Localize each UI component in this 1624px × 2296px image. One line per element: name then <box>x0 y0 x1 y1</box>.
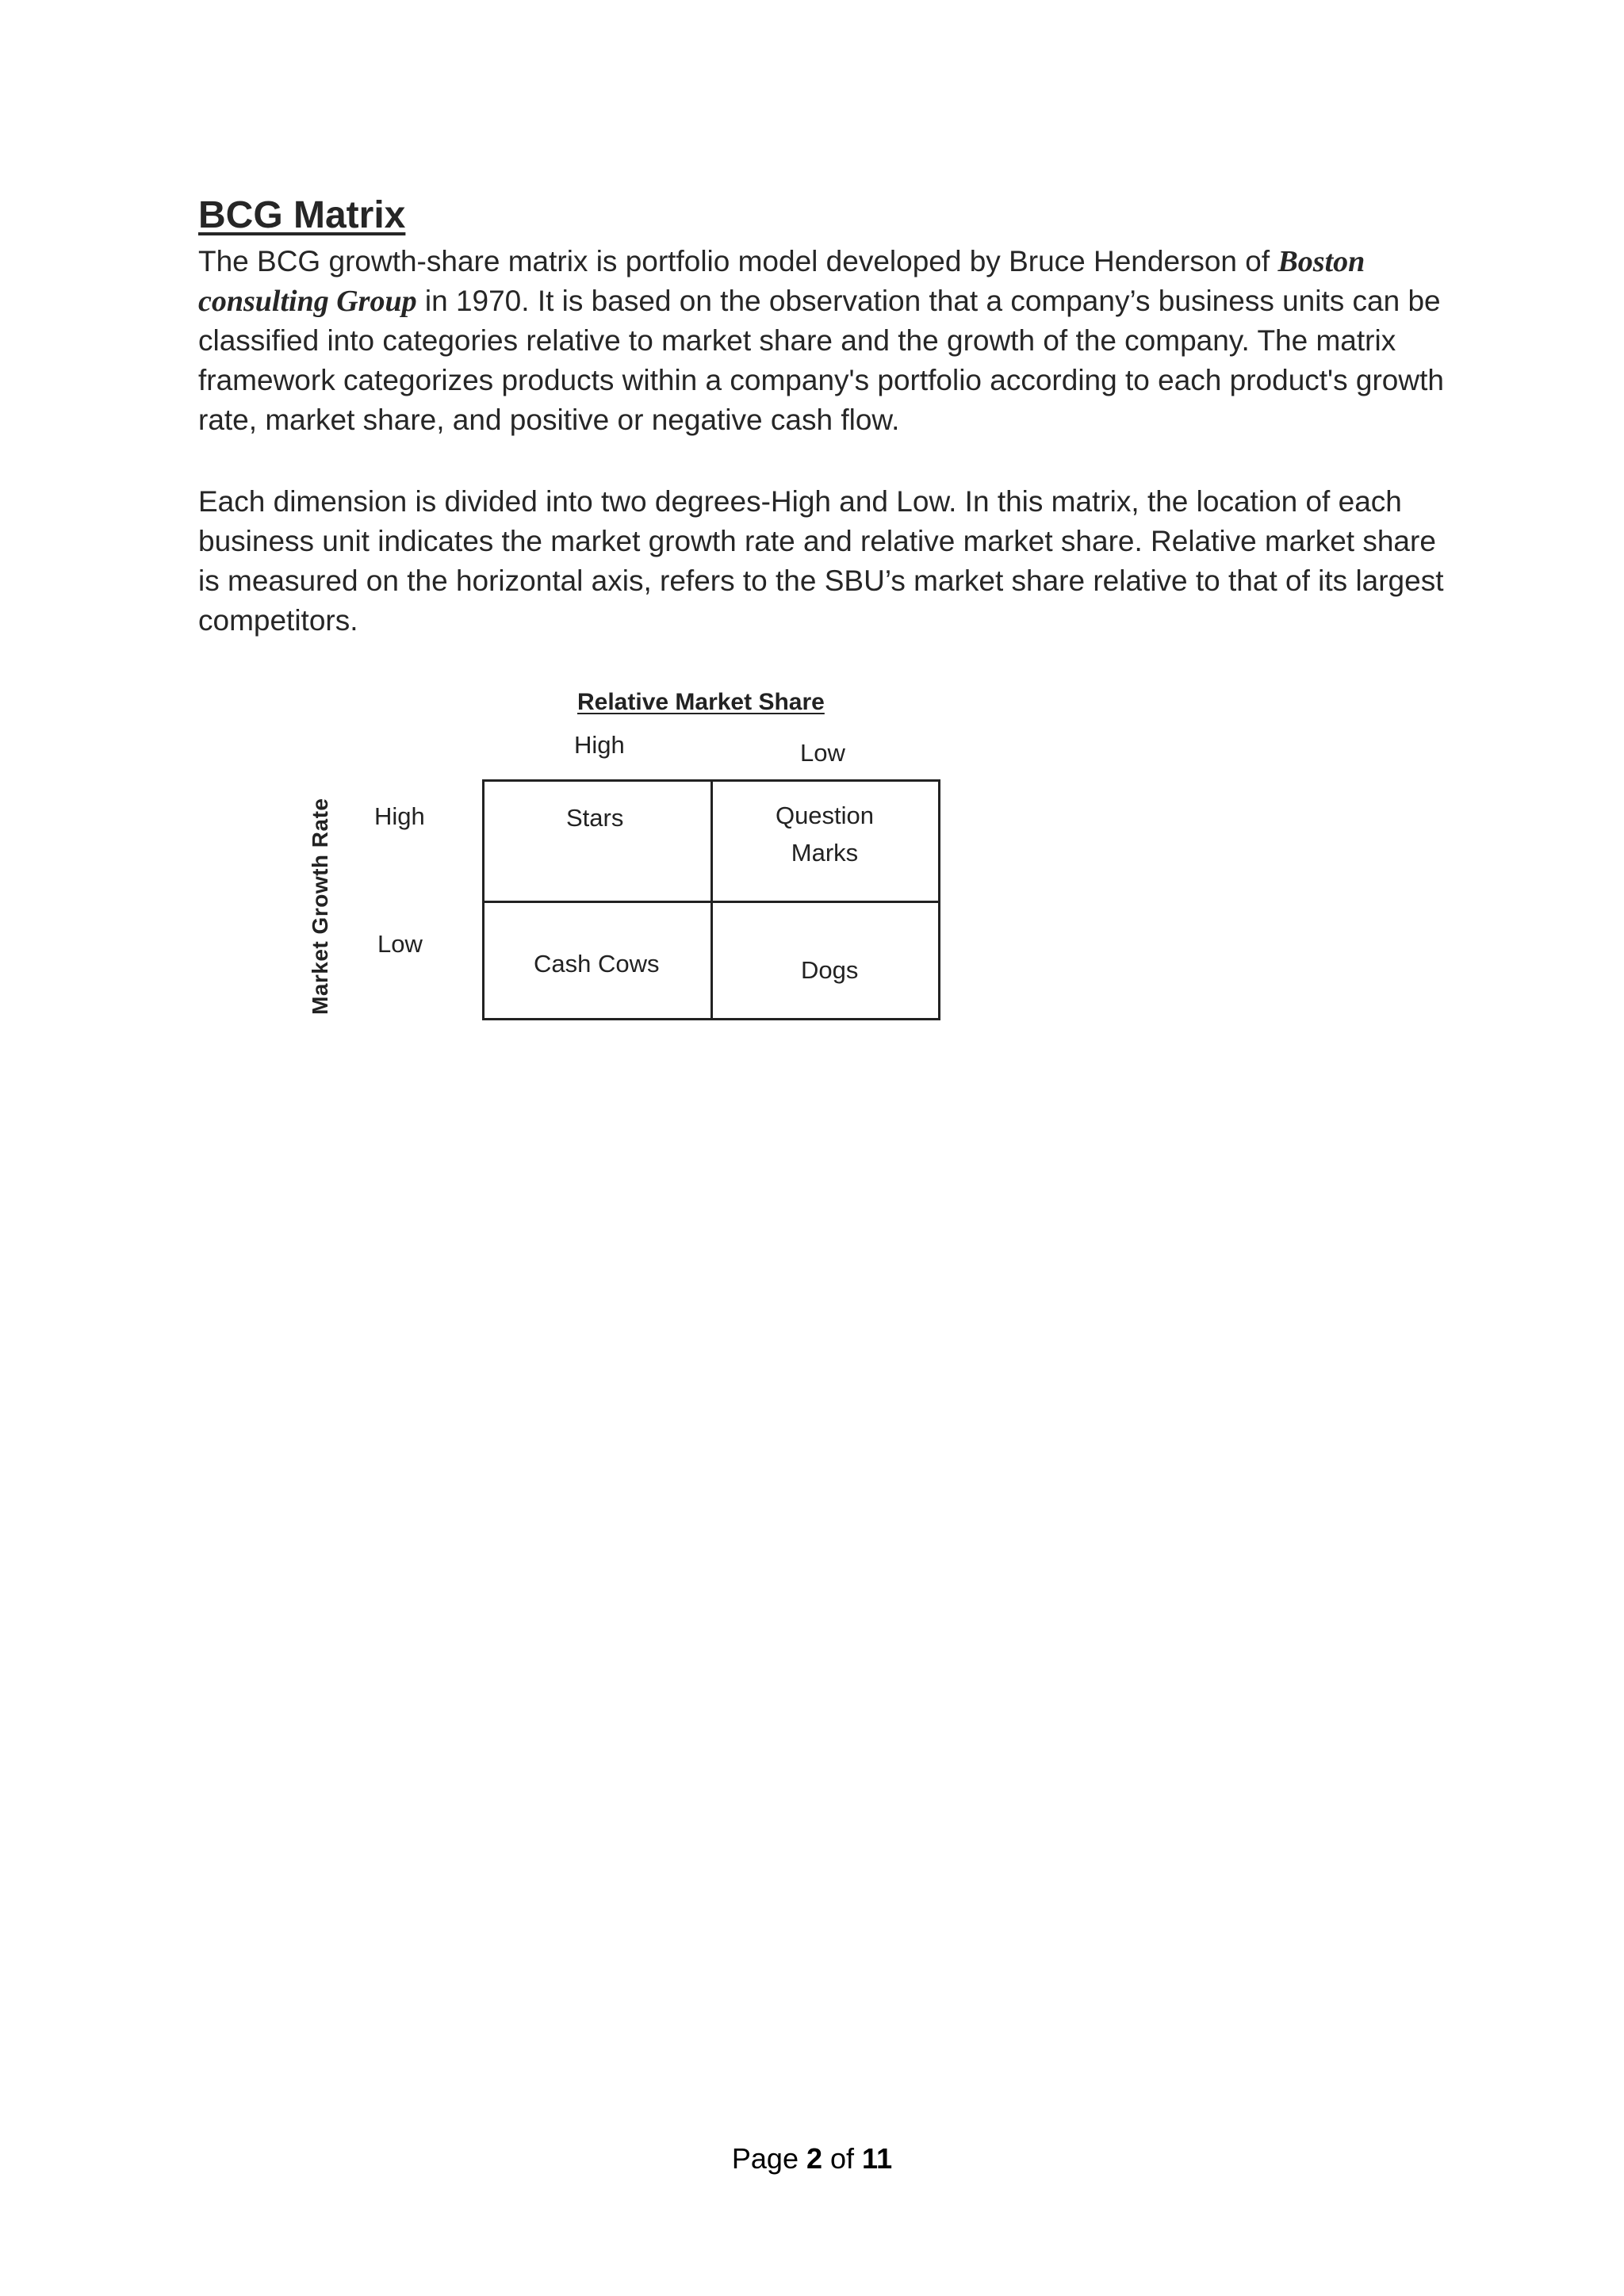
cash-cows-cell-label: Cash Cows <box>534 950 660 978</box>
total-page-count: 11 <box>862 2142 893 2175</box>
y-axis-title: Market Growth Rate <box>308 798 332 1015</box>
x-axis-high-label: High <box>574 731 625 759</box>
footer-prefix: Page <box>731 2142 806 2175</box>
question-marks-line-2: Marks <box>791 839 859 867</box>
dogs-cell-label: Dogs <box>801 956 859 984</box>
matrix-right-border <box>938 779 940 1020</box>
y-axis-low-label: Low <box>377 930 423 958</box>
footer-middle: of <box>822 2142 863 2175</box>
matrix-vertical-divider <box>710 779 713 1020</box>
stars-cell-label: Stars <box>566 804 624 832</box>
y-axis-high-label: High <box>374 802 425 830</box>
intro-text-start: The BCG growth-share matrix is portfolio model developed by Bruce Henderson of <box>198 245 1278 277</box>
page-number-footer <box>0 2142 1624 2175</box>
intro-text-end: in 1970. It is based on the observation that a company’s business units can be classified into categories relative to market share and the growth of the company. The matrix framework categorizes products within a company's portfolio according to each product's growth rate, market share, and positive or negative cash flow. <box>198 285 1444 436</box>
organization-name: Boston consulting Group <box>198 245 1365 318</box>
x-axis-title: Relative Market Share <box>577 689 825 715</box>
dimensions-paragraph: Each dimension is divided into two degrees-High and Low. In this matrix, the location of each business unit indicates the market growth rate and relative market share. Relative market share is measured on the horizontal axis, refers to the SBU’s market share relative to that of its largest competitors. <box>198 485 1444 637</box>
current-page-number: 2 <box>806 2142 822 2175</box>
matrix-left-border <box>482 779 485 1020</box>
intro-paragraph <box>198 242 1451 440</box>
page-title: BCG Matrix <box>198 194 406 236</box>
question-marks-line-1: Question <box>775 802 875 829</box>
x-axis-low-label: Low <box>800 739 845 767</box>
question-marks-cell-label <box>761 797 888 871</box>
